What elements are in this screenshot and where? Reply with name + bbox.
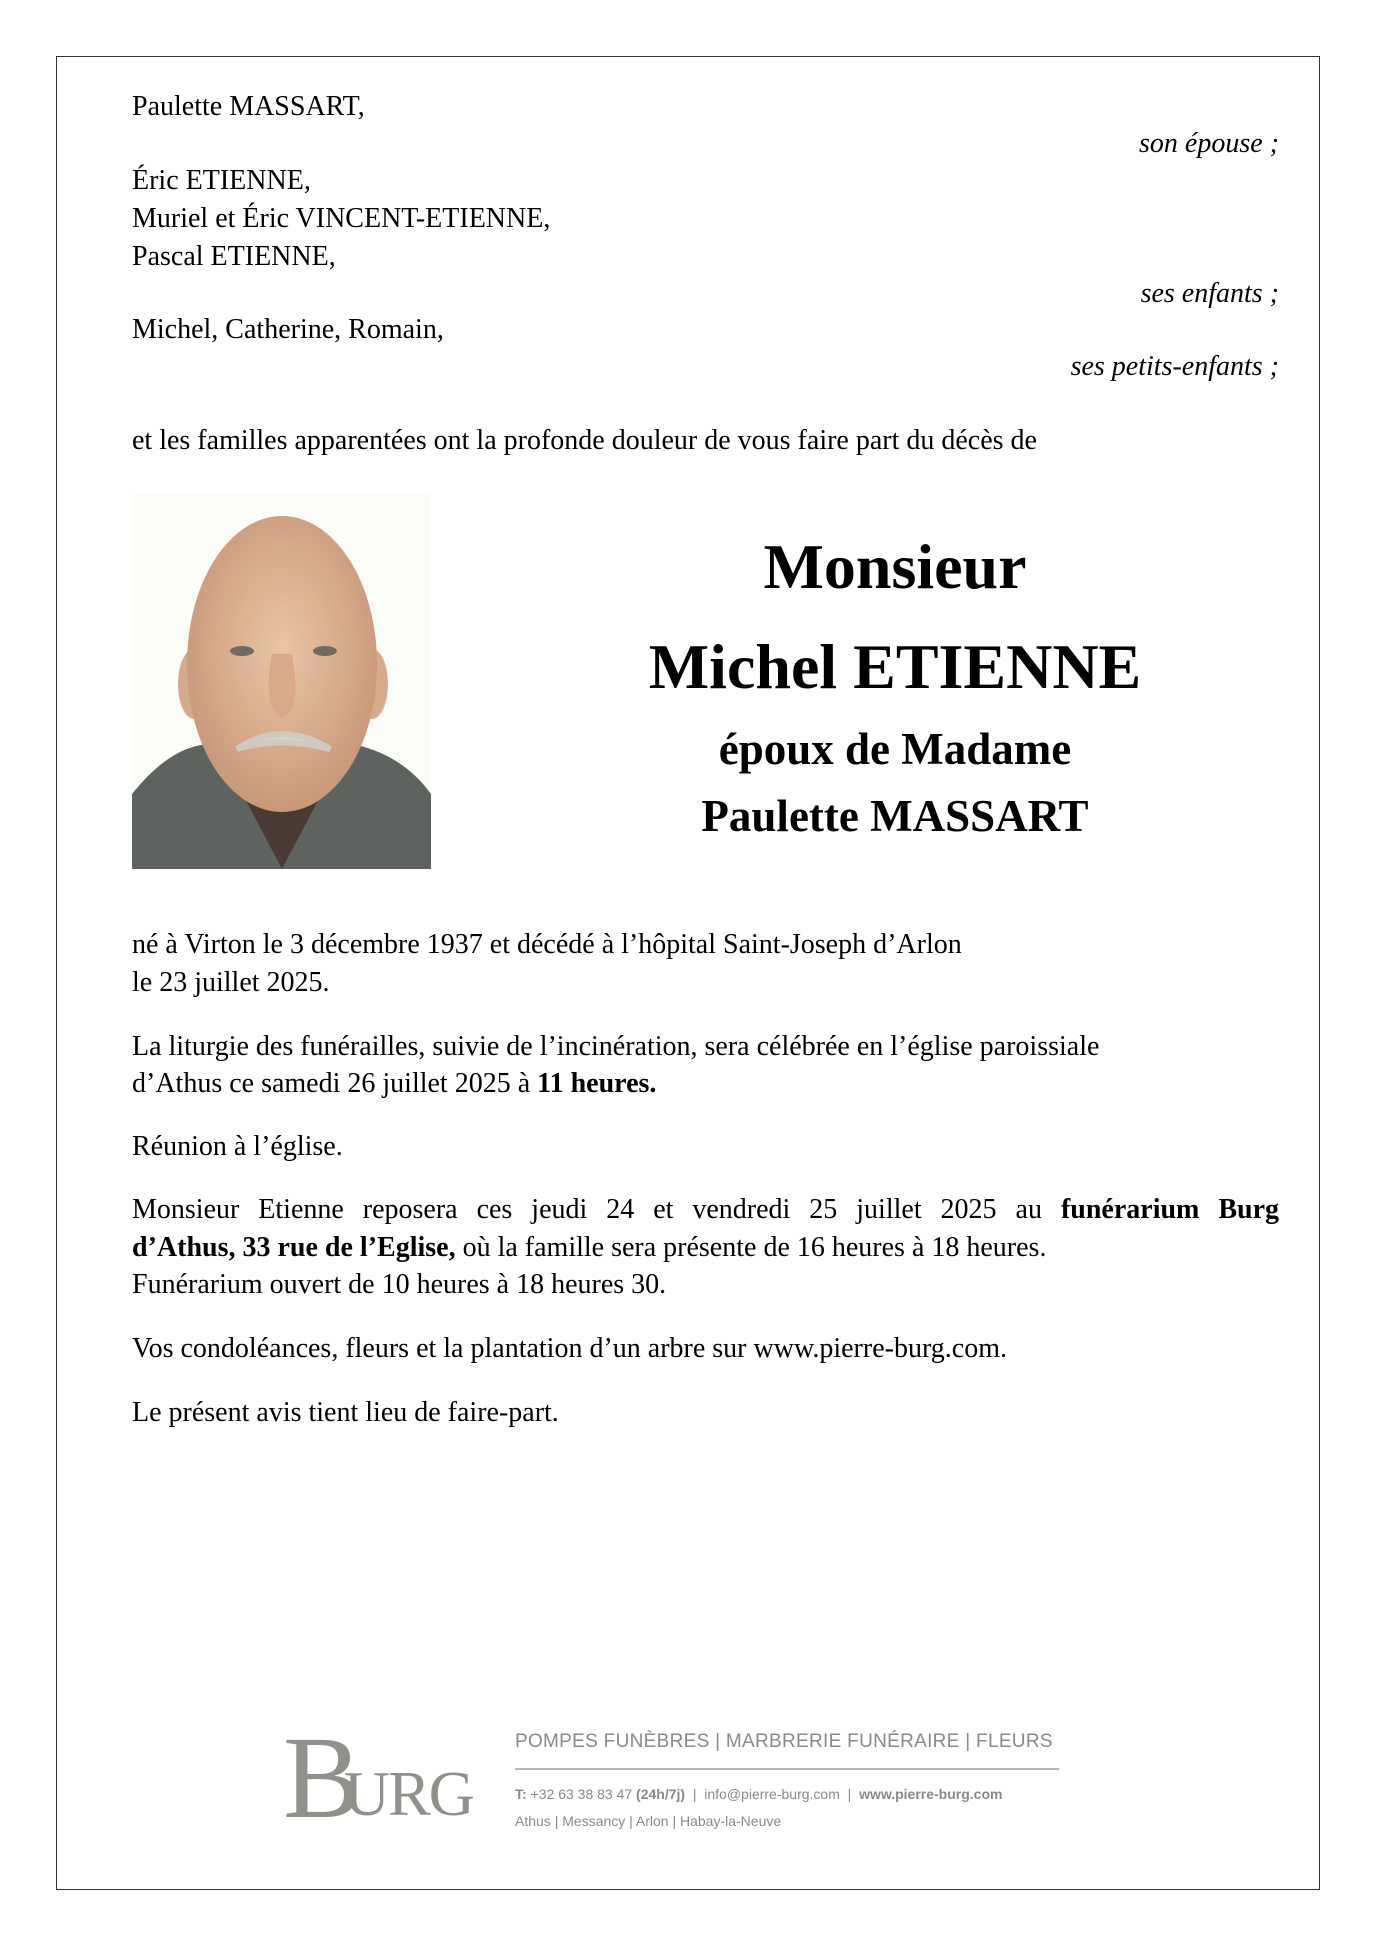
child-3: Pascal ETIENNE, — [132, 241, 336, 272]
announcement-intro: et les familles apparentées ont la profonde douleur de vous faire part du décès de — [132, 425, 1037, 456]
birth-death-line-2: le 23 juillet 2025. — [132, 967, 330, 998]
liturgy-line-2 — [132, 1065, 656, 1103]
liturgy-time: 11 heures. — [537, 1068, 657, 1099]
phone-number: +32 63 38 83 47 — [526, 1786, 637, 1802]
rest-family-hours: où la famille sera présente de 16 heures à 18 heures. — [455, 1232, 1047, 1263]
deceased-name: Michel ETIENNE — [648, 631, 1142, 702]
deceased-photo — [132, 494, 431, 869]
notice-text: Le présent avis tient lieu de faire-part. — [132, 1397, 559, 1428]
liturgy-date: d’Athus ce samedi 26 juillet 2025 à — [132, 1068, 538, 1099]
phone-label: T: — [515, 1786, 527, 1802]
burg-logo — [283, 1712, 473, 1843]
funerarium-hours: Funérarium ouvert de 10 heures à 18 heures 30. — [132, 1269, 667, 1300]
child-1: Éric ETIENNE, — [132, 165, 311, 196]
spouse-role: son épouse ; — [1139, 128, 1279, 159]
logo-urg: URG — [343, 1758, 473, 1829]
children-role: ses enfants ; — [1140, 278, 1279, 309]
rest-place-2: d’Athus, 33 rue de l’Eglise, — [132, 1232, 456, 1263]
condolences-info: Vos condoléances, fleurs et la plantation d’un arbre sur www.pierre-burg.com. — [132, 1333, 1007, 1364]
meeting-info: Réunion à l’église. — [132, 1131, 343, 1162]
website-link[interactable]: www.pierre-burg.com — [859, 1786, 1003, 1802]
rest-dates: Monsieur Etienne reposera ces jeudi 24 et vendredi 25 juillet 2025 au — [132, 1194, 1061, 1225]
phone-hours: (24h/7j) — [636, 1786, 686, 1802]
deceased-relation: époux de Madame — [718, 724, 1072, 774]
footer-locations: Athus | Messancy | Arlon | Habay-la-Neuve — [515, 1813, 782, 1829]
rest-line-1 — [132, 1191, 1279, 1229]
birth-death-line-1: né à Virton le 3 décembre 1937 et décédé à l’hôpital Saint-Joseph d’Arlon — [132, 929, 962, 960]
child-2: Muriel et Éric VINCENT-ETIENNE, — [132, 203, 551, 234]
deceased-title: Monsieur — [763, 531, 1027, 602]
rest-line-2 — [132, 1229, 1046, 1267]
spouse-name: Paulette MASSART, — [132, 91, 365, 122]
footer-contact — [515, 1786, 1002, 1802]
grandchildren-role: ses petits-enfants ; — [1070, 351, 1279, 382]
liturgy-line-1: La liturgie des funérailles, suivie de l’incinération, sera célébrée en l’église paroissiale — [132, 1031, 1100, 1062]
footer-rule — [515, 1768, 1059, 1770]
logo-b: B — [283, 1712, 344, 1843]
rest-place-1: funérarium Burg — [1060, 1194, 1280, 1225]
grandchildren: Michel, Catherine, Romain, — [132, 314, 444, 345]
email-link[interactable]: | info@pierre-burg.com | — [685, 1786, 860, 1802]
deceased-spouse-name: Paulette MASSART — [701, 791, 1089, 841]
footer-services: POMPES FUNÈBRES | MARBRERIE FUNÉRAIRE | FLEURS — [515, 1731, 1053, 1752]
